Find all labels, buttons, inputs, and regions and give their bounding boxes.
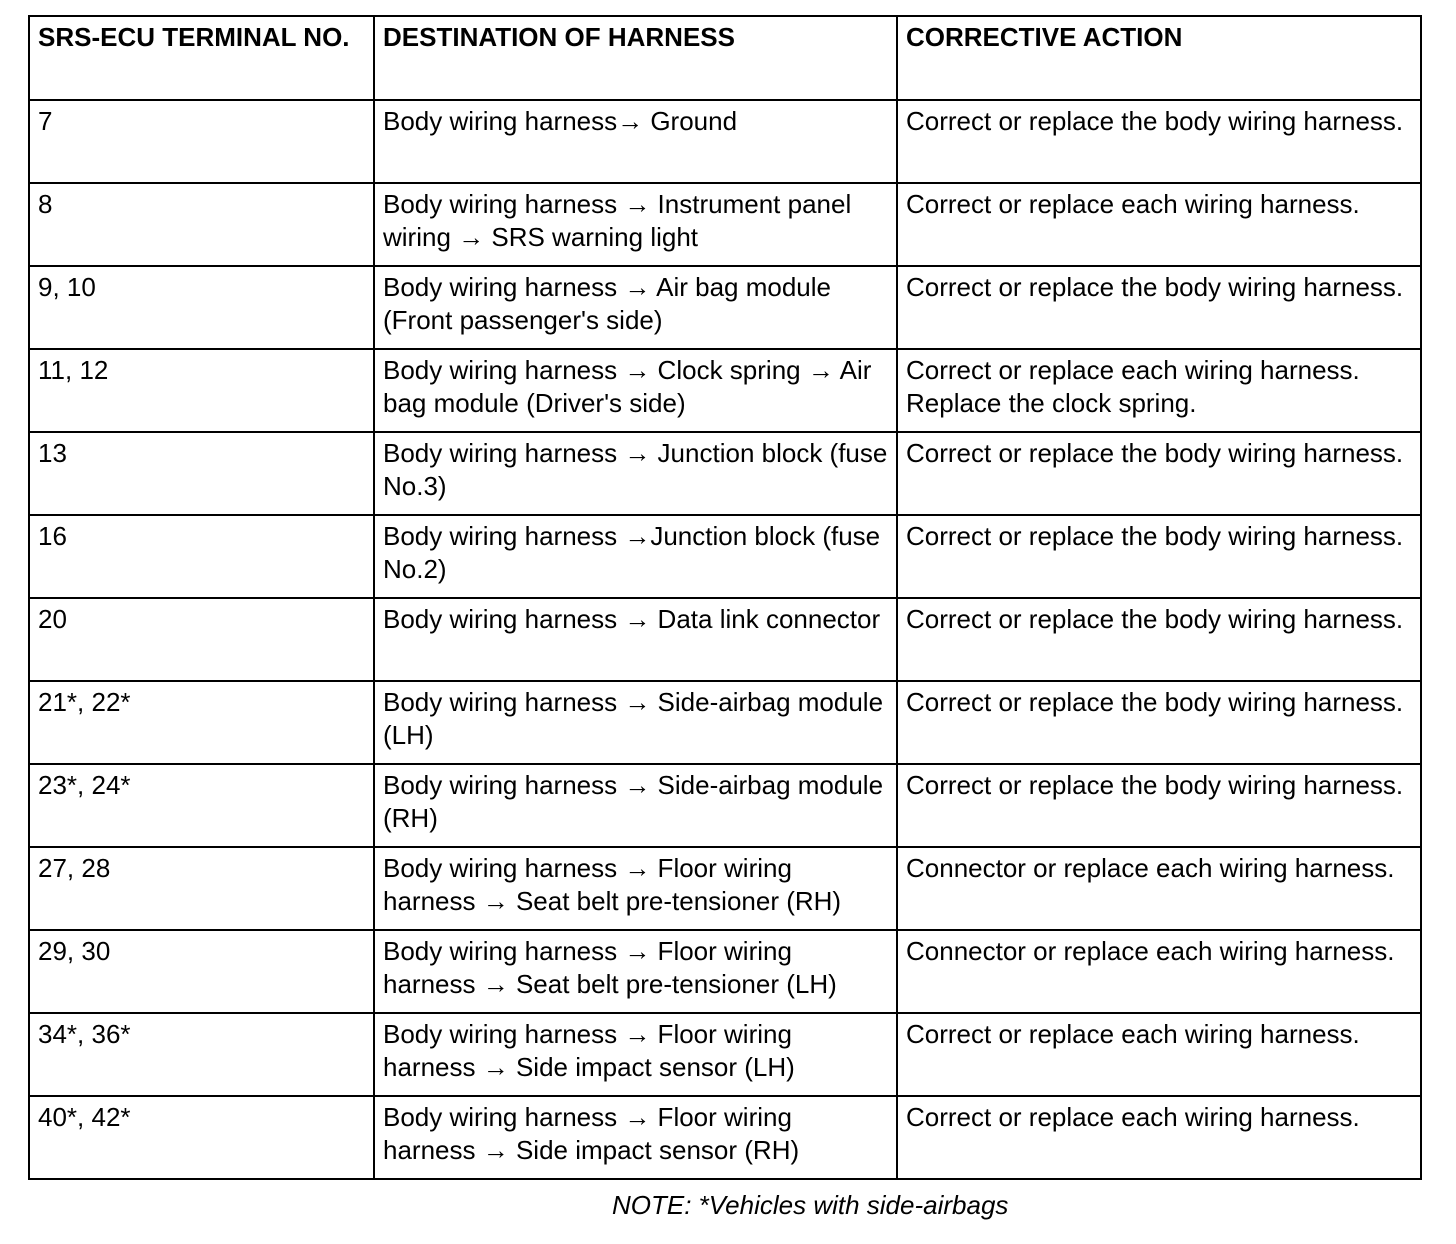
destination-cell: Body wiring harness → Junction block (fuse No.3): [374, 432, 897, 515]
destination-cell: Body wiring harness →Junction block (fuse No.2): [374, 515, 897, 598]
action-cell: Connector or replace each wiring harness.: [897, 847, 1421, 930]
header-action: CORRECTIVE ACTION: [897, 16, 1421, 100]
action-cell: Correct or replace each wiring harness. Replace the clock spring.: [897, 349, 1421, 432]
terminal-cell: 16: [29, 515, 374, 598]
destination-cell: Body wiring harness → Floor wiring harness → Side impact sensor (RH): [374, 1096, 897, 1179]
action-cell: Correct or replace each wiring harness.: [897, 1096, 1421, 1179]
action-cell: Connector or replace each wiring harness.: [897, 930, 1421, 1013]
header-destination: DESTINATION OF HARNESS: [374, 16, 897, 100]
footnote: NOTE: *Vehicles with side-airbags: [612, 1190, 1009, 1220]
terminal-cell: 8: [29, 183, 374, 266]
action-cell: Correct or replace each wiring harness.: [897, 1013, 1421, 1096]
table-row: [29, 1096, 1421, 1179]
table-row: [29, 598, 1421, 681]
header-terminal: SRS-ECU TERMINAL NO.: [29, 16, 374, 100]
destination-cell: Body wiring harness→ Ground: [374, 100, 897, 183]
destination-cell: Body wiring harness → Side-airbag module (LH): [374, 681, 897, 764]
harness-table: [28, 15, 1422, 1180]
table-row: [29, 764, 1421, 847]
action-cell: Correct or replace the body wiring harness.: [897, 432, 1421, 515]
action-cell: Correct or replace the body wiring harness.: [897, 598, 1421, 681]
terminal-cell: 20: [29, 598, 374, 681]
table-row: [29, 847, 1421, 930]
terminal-cell: 40*, 42*: [29, 1096, 374, 1179]
action-cell: Correct or replace the body wiring harness.: [897, 764, 1421, 847]
table-row: [29, 349, 1421, 432]
terminal-cell: 27, 28: [29, 847, 374, 930]
action-cell: Correct or replace each wiring harness.: [897, 183, 1421, 266]
destination-cell: Body wiring harness → Floor wiring harness → Seat belt pre-tensioner (RH): [374, 847, 897, 930]
table-row: [29, 266, 1421, 349]
table-row: [29, 1013, 1421, 1096]
destination-cell: Body wiring harness → Data link connector: [374, 598, 897, 681]
destination-cell: Body wiring harness → Instrument panel wiring → SRS warning light: [374, 183, 897, 266]
terminal-cell: 23*, 24*: [29, 764, 374, 847]
terminal-cell: 9, 10: [29, 266, 374, 349]
action-cell: Correct or replace the body wiring harness.: [897, 100, 1421, 183]
terminal-cell: 21*, 22*: [29, 681, 374, 764]
destination-cell: Body wiring harness → Air bag module (Front passenger's side): [374, 266, 897, 349]
table-row: [29, 681, 1421, 764]
table-row: [29, 100, 1421, 183]
table-header-row: [29, 16, 1421, 100]
destination-cell: Body wiring harness → Floor wiring harness → Seat belt pre-tensioner (LH): [374, 930, 897, 1013]
action-cell: Correct or replace the body wiring harness.: [897, 266, 1421, 349]
terminal-cell: 11, 12: [29, 349, 374, 432]
terminal-cell: 13: [29, 432, 374, 515]
destination-cell: Body wiring harness → Side-airbag module (RH): [374, 764, 897, 847]
table-row: [29, 432, 1421, 515]
table-row: [29, 930, 1421, 1013]
destination-cell: Body wiring harness → Floor wiring harness → Side impact sensor (LH): [374, 1013, 897, 1096]
table-row: [29, 515, 1421, 598]
terminal-cell: 7: [29, 100, 374, 183]
terminal-cell: 34*, 36*: [29, 1013, 374, 1096]
destination-cell: Body wiring harness → Clock spring → Air bag module (Driver's side): [374, 349, 897, 432]
action-cell: Correct or replace the body wiring harness.: [897, 515, 1421, 598]
terminal-cell: 29, 30: [29, 930, 374, 1013]
table-row: [29, 183, 1421, 266]
action-cell: Correct or replace the body wiring harness.: [897, 681, 1421, 764]
